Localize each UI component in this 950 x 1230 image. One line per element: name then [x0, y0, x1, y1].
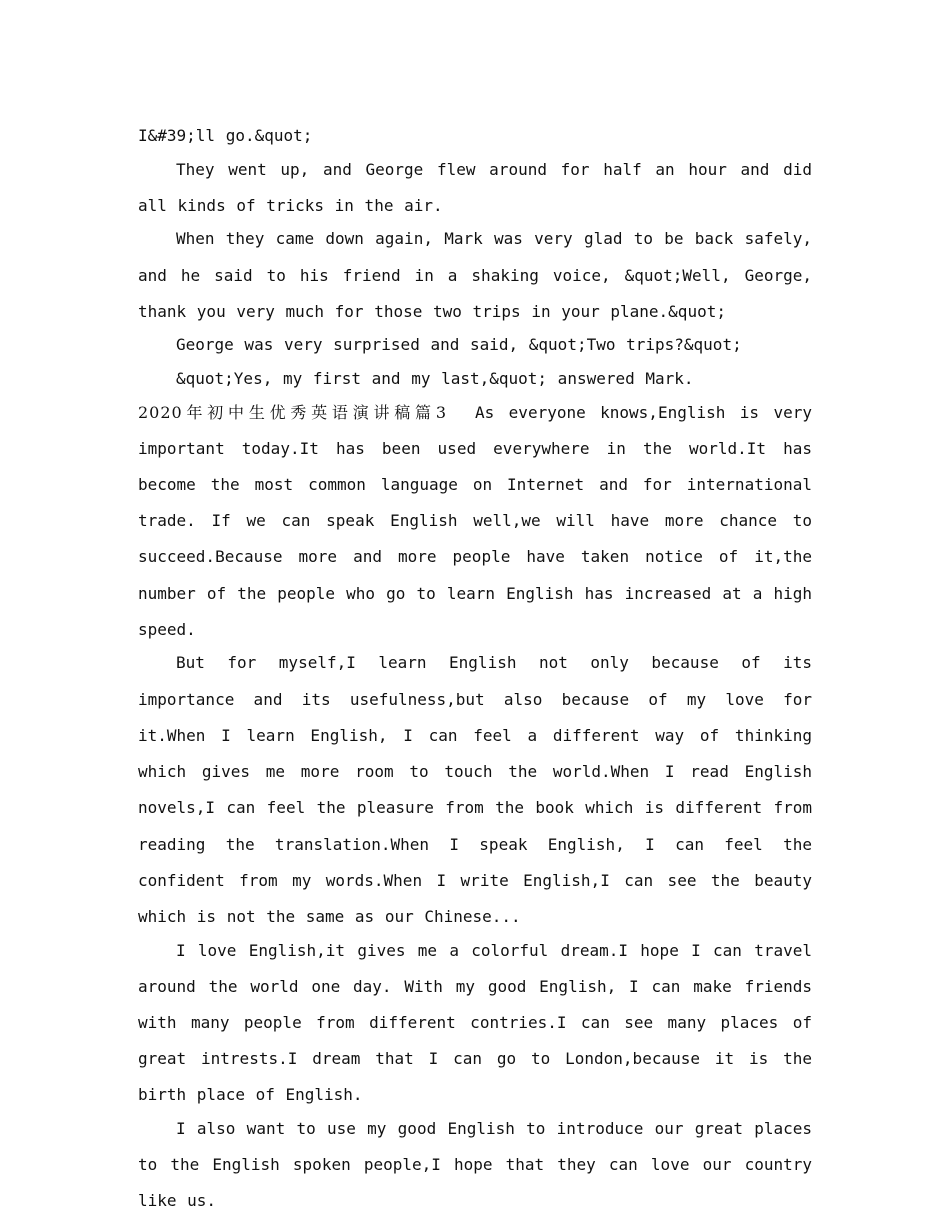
section-body: As everyone knows,English is very important today.It has been used everywhere in the world.It has become the most common language on Internet and for international trade. If we can speak English well,we will have more chance to succeed.Because more and more people have taken notice of it,the number of the people who go to learn English has increased at a high speed.: [138, 402, 812, 639]
document-body: [138, 118, 812, 1220]
paragraph: They went up, and George flew around for half an hour and did all kinds of tricks in the air.: [138, 159, 812, 215]
paragraph: George was very surprised and said, &quot;Two trips?&quot;: [176, 335, 742, 355]
paragraph: When they came down again, Mark was very glad to be back safely, and he said to his friend in a shaking voice, &quot;Well, George, thank you very much for those two trips in your plane.&quot;: [138, 229, 812, 321]
section-heading: 2020年初中生优秀英语演讲稿篇3: [138, 402, 447, 422]
paragraph: I love English,it gives me a colorful dream.I hope I can travel around the world one day. With my good English, I can make friends with many people from different contries.I can see many places of great intrests.I dream that I can go to London,because it is the birth place of English.: [138, 940, 812, 1105]
paragraph: I also want to use my good English to introduce our great places to the English spoken people,I hope that they can love our country like us.: [138, 1118, 812, 1211]
paragraph: I&#39;ll go.&quot;: [138, 126, 313, 145]
section-paragraph: [138, 395, 812, 648]
paragraph: &quot;Yes, my first and my last,&quot; answered Mark.: [176, 369, 694, 389]
paragraph: But for myself,I learn English not only because of its importance and its usefulness,but also because of my love for it.When I learn English, I can feel a different way of thinking which gives me more room to touch the world.When I read English novels,I can feel the pleasure from the book which is different from reading the translation.When I speak English, I can feel the confident from my words.When I write English,I can see the beauty which is not the same as our Chinese...: [138, 653, 812, 926]
